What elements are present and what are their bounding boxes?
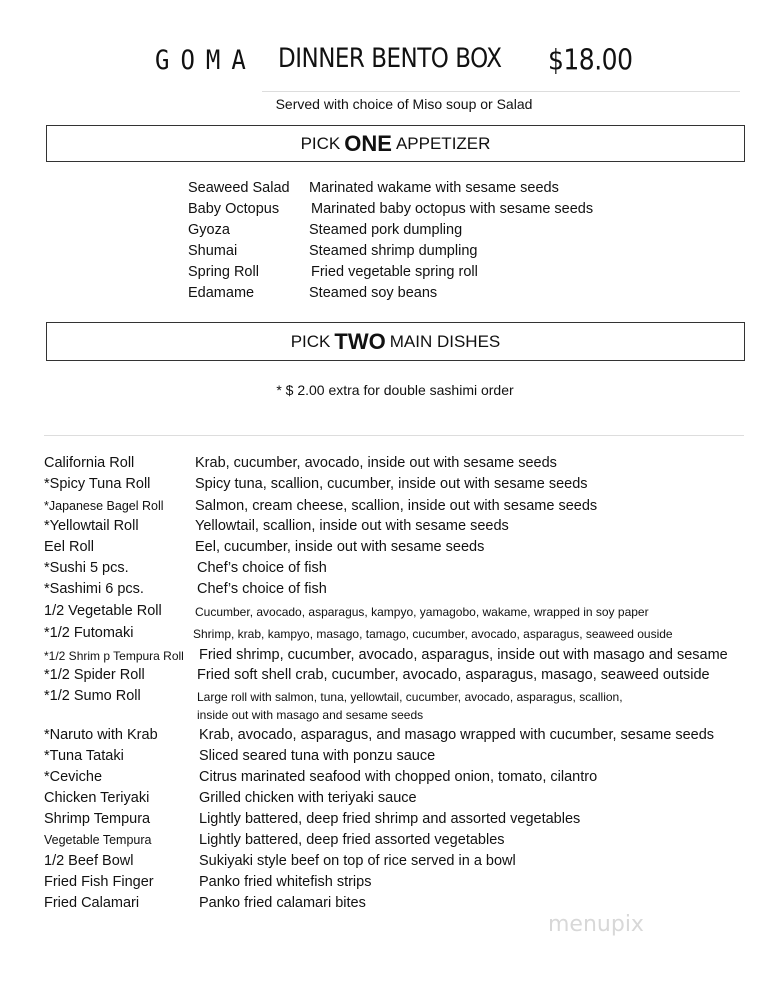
dish-desc: Yellowtail, scallion, inside out with sesame seeds: [195, 518, 509, 534]
dish-desc: Chef’s choice of fish: [197, 560, 327, 576]
dish-name: *1/2 Futomaki: [44, 625, 134, 641]
dish-name: *Tuna Tataki: [44, 748, 124, 764]
dish-name: *Sashimi 6 pcs.: [44, 581, 144, 597]
dish-name: *Ceviche: [44, 769, 103, 785]
dish-name: *Yellowtail Roll: [44, 518, 139, 534]
dish-name: Eel Roll: [44, 539, 94, 555]
dish-desc: Chef’s choice of fish: [197, 581, 327, 597]
main-divider: [44, 435, 744, 436]
dish-desc: Eel, cucumber, inside out with sesame seeds: [195, 539, 485, 555]
dish-name: *Sushi 5 pcs.: [44, 560, 129, 576]
dish-desc: Salmon, cream cheese, scallion, inside out with sesame seeds: [195, 498, 598, 514]
sashimi-note: * $ 2.00 extra for double sashimi order: [276, 382, 514, 398]
appetizer-desc: Fried vegetable spring roll: [311, 264, 478, 280]
menu-title: DINNER BENTO BOX: [278, 44, 502, 74]
appetizer-section-header: [46, 125, 745, 162]
appetizer-desc: Marinated baby octopus with sesame seeds: [311, 201, 594, 217]
dish-desc: Panko fried calamari bites: [199, 895, 366, 911]
appetizer-desc: Steamed pork dumpling: [309, 222, 463, 238]
dish-name: *1/2 Sumo Roll: [44, 688, 141, 704]
menu-price: $18.00: [548, 42, 633, 77]
dish-name: 1/2 Vegetable Roll: [44, 603, 162, 619]
dish-desc: Fried soft shell crab, cucumber, avocado, asparagus, masago, seaweed outside: [197, 667, 710, 683]
dish-desc: Cucumber, avocado, asparagus, kampyo, yamagobo, wakame, wrapped in soy paper: [195, 605, 649, 619]
dish-name: *Spicy Tuna Roll: [44, 476, 151, 492]
dish-name: Fried Calamari: [44, 895, 140, 911]
pick-label: PICK: [290, 331, 331, 351]
appetizer-name: Spring Roll: [188, 264, 259, 280]
dish-name: *Japanese Bagel Roll: [44, 499, 164, 513]
appetizer-name: Baby Octopus: [188, 201, 280, 217]
section-label: APPETIZER: [395, 133, 491, 153]
dish-name: *1/2 Shrim p Tempura Roll: [44, 649, 184, 663]
appetizer-name: Edamame: [188, 285, 255, 301]
appetizer-name: Shumai: [188, 243, 238, 259]
dish-desc: Panko fried whitefish strips: [199, 874, 372, 890]
appetizer-name: Seaweed Salad: [188, 180, 290, 196]
dish-name: *Naruto with Krab: [44, 727, 158, 743]
dish-desc: Grilled chicken with teriyaki sauce: [199, 790, 417, 806]
dish-desc: Krab, cucumber, avocado, inside out with sesame seeds: [195, 455, 557, 471]
dish-name: 1/2 Beef Bowl: [44, 853, 134, 869]
dish-desc: Large roll with salmon, tuna, yellowtail, cucumber, avocado, asparagus, scallion,: [197, 690, 623, 704]
watermark-logo: menupix: [548, 912, 644, 937]
dish-desc: Lightly battered, deep fried assorted vegetables: [199, 832, 505, 848]
dish-name: California Roll: [44, 455, 135, 471]
dish-desc: Lightly battered, deep fried shrimp and assorted vegetables: [199, 811, 581, 827]
pick-count: TWO: [334, 328, 386, 354]
dish-desc: Sliced seared tuna with ponzu sauce: [199, 748, 436, 764]
pick-label: PICK: [300, 133, 341, 153]
appetizer-desc: Steamed soy beans: [309, 285, 438, 301]
header-divider: [262, 91, 740, 92]
dish-desc: Spicy tuna, scallion, cucumber, inside out with sesame seeds: [195, 476, 588, 492]
pick-count: ONE: [344, 130, 392, 156]
restaurant-name: GOMA: [155, 44, 257, 76]
section-label: MAIN DISHES: [389, 331, 501, 351]
dish-desc: Fried shrimp, cucumber, avocado, asparagus, inside out with masago and sesame: [199, 647, 728, 663]
dish-name: Fried Fish Finger: [44, 874, 154, 890]
menu-subtitle: Served with choice of Miso soup or Salad: [275, 96, 533, 112]
appetizer-desc: Marinated wakame with sesame seeds: [309, 180, 559, 196]
dish-name: Shrimp Tempura: [44, 811, 151, 827]
dish-name: Chicken Teriyaki: [44, 790, 150, 806]
dish-name: Vegetable Tempura: [44, 833, 152, 847]
dish-desc: Citrus marinated seafood with chopped onion, tomato, cilantro: [199, 769, 598, 785]
dish-desc: Sukiyaki style beef on top of rice served in a bowl: [199, 853, 516, 869]
dish-desc: Krab, avocado, asparagus, and masago wrapped with cucumber, sesame seeds: [199, 727, 715, 743]
appetizer-desc: Steamed shrimp dumpling: [309, 243, 478, 259]
main-section-header: [46, 322, 745, 361]
dish-name: *1/2 Spider Roll: [44, 667, 145, 683]
dish-desc: Shrimp, krab, kampyo, masago, tamago, cucumber, avocado, asparagus, seaweed ouside: [193, 627, 673, 641]
dish-desc-continued: inside out with masago and sesame seeds: [197, 708, 424, 722]
appetizer-name: Gyoza: [188, 222, 230, 238]
